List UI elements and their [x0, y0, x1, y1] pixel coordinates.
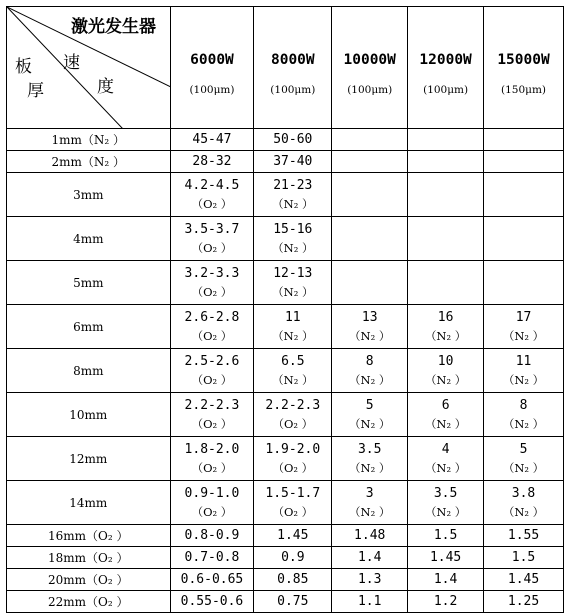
speed-value: 10	[437, 353, 454, 369]
speed-cell	[170, 393, 254, 437]
table-row	[7, 173, 564, 217]
speed-value: 0.9-1.0	[184, 485, 240, 501]
speed-value: 12-13	[273, 265, 313, 281]
speed-cell	[332, 173, 408, 217]
speed-value: 11	[284, 309, 301, 325]
speed-cell	[408, 547, 484, 569]
table-row	[7, 261, 564, 305]
gas-label: （O₂ ）	[191, 240, 233, 255]
speed-value: 5	[365, 397, 374, 413]
speed-cell	[254, 129, 332, 151]
speed-value: 13	[361, 309, 378, 325]
gas-label: （N₂ ）	[502, 328, 545, 343]
speed-cell	[484, 437, 564, 481]
speed-cell	[408, 173, 484, 217]
speed-value: 4.2-4.5	[184, 177, 240, 193]
table-row	[7, 569, 564, 591]
gas-label: （O₂ ）	[191, 284, 233, 299]
row-thickness-label: 4mm	[7, 217, 171, 261]
speed-value: 45-47	[192, 131, 232, 147]
speed-value: 1.48	[354, 527, 386, 543]
speed-cell	[332, 591, 408, 613]
speed-value: 1.4	[433, 571, 458, 587]
speed-value: 8	[519, 397, 528, 413]
gas-label: （N₂ ）	[349, 416, 391, 431]
header-thickness-2: 厚	[27, 81, 44, 101]
speed-value: 0.9	[281, 549, 305, 565]
speed-cell	[408, 481, 484, 525]
row-thickness-label: 1mm（N₂ ）	[7, 129, 171, 151]
table-row	[7, 547, 564, 569]
speed-value: 1.45	[429, 549, 462, 565]
speed-cell	[484, 173, 564, 217]
speed-value: 2.5-2.6	[184, 353, 240, 369]
row-thickness-label: 5mm	[7, 261, 171, 305]
speed-cell	[170, 547, 254, 569]
speed-value: 0.55-0.6	[180, 593, 244, 609]
speed-value: 5	[519, 441, 528, 457]
speed-cell	[408, 437, 484, 481]
speed-value: 1.5	[511, 549, 536, 565]
gas-label: （N₂ ）	[272, 372, 314, 387]
speed-cell	[484, 261, 564, 305]
row-thickness-label: 22mm（O₂ ）	[7, 591, 171, 613]
speed-cell	[170, 437, 254, 481]
gas-label: （N₂ ）	[424, 504, 467, 519]
speed-value: 28-32	[192, 153, 232, 169]
speed-value: 1.45	[507, 571, 540, 587]
gas-label: （N₂ ）	[502, 460, 545, 475]
speed-value: 1.25	[507, 593, 540, 609]
row-thickness-label: 18mm（O₂ ）	[7, 547, 171, 569]
speed-value: 8	[365, 353, 374, 369]
gas-label: （N₂ ）	[349, 372, 391, 387]
speed-cell	[254, 437, 332, 481]
header-power-10000: 10000W (100μm)	[332, 7, 408, 129]
speed-cell	[254, 525, 332, 547]
header-thickness-1: 板	[15, 57, 32, 77]
speed-value: 3.8	[511, 485, 536, 501]
speed-cell	[408, 591, 484, 613]
speed-value: 2.2-2.3	[184, 397, 240, 413]
speed-value: 1.2	[433, 593, 458, 609]
table-row	[7, 481, 564, 525]
speed-value: 1.5	[433, 527, 458, 543]
speed-cell	[254, 481, 332, 525]
speed-cell	[408, 151, 484, 173]
row-thickness-label: 8mm	[7, 349, 171, 393]
speed-cell	[254, 569, 332, 591]
speed-cell	[332, 151, 408, 173]
gas-label: （N₂ ）	[272, 196, 314, 211]
header-power-15000: 15000W (150μm)	[484, 7, 564, 129]
speed-value: 6.5	[281, 353, 305, 369]
speed-cell	[484, 569, 564, 591]
speed-cell	[254, 349, 332, 393]
speed-cell	[332, 305, 408, 349]
gas-label: （N₂ ）	[424, 328, 467, 343]
speed-value: 1.9-2.0	[265, 441, 321, 457]
gas-label: （N₂ ）	[502, 372, 545, 387]
speed-cell	[408, 349, 484, 393]
speed-value: 0.8-0.9	[184, 527, 240, 543]
speed-value: 16	[437, 309, 454, 325]
speed-value: 0.6-0.65	[180, 571, 244, 587]
header-speed-2: 度	[97, 77, 114, 97]
speed-cell	[484, 525, 564, 547]
speed-cell	[484, 305, 564, 349]
speed-cell	[408, 217, 484, 261]
speed-cell	[332, 217, 408, 261]
speed-cell	[332, 525, 408, 547]
speed-cell	[332, 481, 408, 525]
header-power-6000: 6000W (100μm)	[170, 7, 254, 129]
speed-cell	[170, 173, 254, 217]
speed-value: 11	[515, 353, 532, 369]
speed-value: 1.8-2.0	[184, 441, 240, 457]
gas-label: （O₂ ）	[191, 460, 233, 475]
header-power-8000: 8000W (100μm)	[254, 7, 332, 129]
table-row	[7, 305, 564, 349]
speed-cell	[170, 525, 254, 547]
table-row	[7, 393, 564, 437]
speed-cell	[254, 591, 332, 613]
speed-cell	[408, 525, 484, 547]
row-thickness-label: 14mm	[7, 481, 171, 525]
header-row	[7, 7, 564, 129]
gas-label: （N₂ ）	[349, 460, 391, 475]
speed-cell	[408, 305, 484, 349]
speed-cell	[170, 151, 254, 173]
gas-label: （O₂ ）	[272, 416, 314, 431]
speed-value: 0.85	[277, 571, 309, 587]
speed-cell	[170, 481, 254, 525]
speed-cell	[332, 349, 408, 393]
speed-value: 0.7-0.8	[184, 549, 240, 565]
speed-value: 17	[515, 309, 532, 325]
speed-cell	[170, 569, 254, 591]
speed-cell	[254, 151, 332, 173]
speed-value: 1.3	[357, 571, 382, 587]
speed-cell	[332, 547, 408, 569]
gas-label: （N₂ ）	[424, 372, 467, 387]
speed-value: 1.4	[357, 549, 382, 565]
row-thickness-label: 16mm（O₂ ）	[7, 525, 171, 547]
laser-cutting-speed-table	[6, 6, 564, 613]
gas-label: （N₂ ）	[502, 504, 545, 519]
speed-value: 3.5	[357, 441, 382, 457]
speed-cell	[170, 261, 254, 305]
row-thickness-label: 3mm	[7, 173, 171, 217]
table-row	[7, 129, 564, 151]
row-thickness-label: 10mm	[7, 393, 171, 437]
speed-cell	[408, 129, 484, 151]
gas-label: （N₂ ）	[272, 240, 314, 255]
gas-label: （N₂ ）	[349, 504, 391, 519]
speed-cell	[254, 173, 332, 217]
row-thickness-label: 6mm	[7, 305, 171, 349]
gas-label: （N₂ ）	[424, 460, 467, 475]
speed-cell	[484, 217, 564, 261]
speed-cell	[254, 261, 332, 305]
speed-cell	[408, 569, 484, 591]
gas-label: （O₂ ）	[272, 504, 314, 519]
speed-cell	[484, 481, 564, 525]
speed-cell	[484, 393, 564, 437]
speed-cell	[254, 547, 332, 569]
gas-label: （O₂ ）	[191, 504, 233, 519]
speed-cell	[484, 129, 564, 151]
gas-label: （O₂ ）	[191, 196, 233, 211]
speed-value: 0.75	[277, 593, 309, 609]
speed-cell	[484, 591, 564, 613]
table-row	[7, 151, 564, 173]
gas-label: （O₂ ）	[191, 416, 233, 431]
speed-cell	[170, 349, 254, 393]
table-row	[7, 349, 564, 393]
speed-value: 37-40	[273, 153, 313, 169]
speed-cell	[170, 217, 254, 261]
speed-value: 1.1	[357, 593, 382, 609]
gas-label: （O₂ ）	[191, 328, 233, 343]
gas-label: （O₂ ）	[272, 460, 314, 475]
speed-cell	[170, 305, 254, 349]
speed-value: 6	[441, 397, 450, 413]
row-thickness-label: 12mm	[7, 437, 171, 481]
table-row	[7, 437, 564, 481]
speed-value: 2.2-2.3	[265, 397, 321, 413]
header-title: 激光发生器	[71, 17, 156, 37]
gas-label: （O₂ ）	[191, 372, 233, 387]
speed-value: 21-23	[273, 177, 313, 193]
table-row	[7, 525, 564, 547]
speed-cell	[170, 591, 254, 613]
speed-cell	[332, 261, 408, 305]
speed-cell	[170, 129, 254, 151]
speed-value: 15-16	[273, 221, 313, 237]
speed-cell	[484, 151, 564, 173]
gas-label: （N₂ ）	[272, 328, 314, 343]
speed-value: 3.5	[433, 485, 458, 501]
speed-value: 3.5-3.7	[184, 221, 240, 237]
header-power-12000: 12000W (100μm)	[408, 7, 484, 129]
table-row	[7, 217, 564, 261]
speed-value: 50-60	[273, 131, 313, 147]
speed-value: 1.5-1.7	[265, 485, 321, 501]
diagonal-header-cell	[7, 7, 171, 129]
speed-cell	[254, 393, 332, 437]
speed-value: 3.2-3.3	[184, 265, 240, 281]
gas-label: （N₂ ）	[272, 284, 314, 299]
speed-cell	[484, 349, 564, 393]
header-speed-1: 速	[63, 53, 80, 73]
speed-cell	[408, 261, 484, 305]
table-row	[7, 591, 564, 613]
speed-cell	[332, 569, 408, 591]
speed-cell	[484, 547, 564, 569]
speed-value: 2.6-2.8	[184, 309, 240, 325]
speed-value: 1.45	[277, 527, 309, 543]
row-thickness-label: 20mm（O₂ ）	[7, 569, 171, 591]
speed-value: 1.55	[507, 527, 540, 543]
speed-cell	[408, 393, 484, 437]
speed-cell	[332, 129, 408, 151]
gas-label: （N₂ ）	[349, 328, 391, 343]
speed-value: 3	[365, 485, 374, 501]
speed-cell	[254, 217, 332, 261]
row-thickness-label: 2mm（N₂ ）	[7, 151, 171, 173]
speed-cell	[332, 437, 408, 481]
gas-label: （N₂ ）	[424, 416, 467, 431]
gas-label: （N₂ ）	[502, 416, 545, 431]
speed-value: 4	[441, 441, 450, 457]
table-body	[7, 129, 564, 613]
speed-cell	[332, 393, 408, 437]
speed-cell	[254, 305, 332, 349]
